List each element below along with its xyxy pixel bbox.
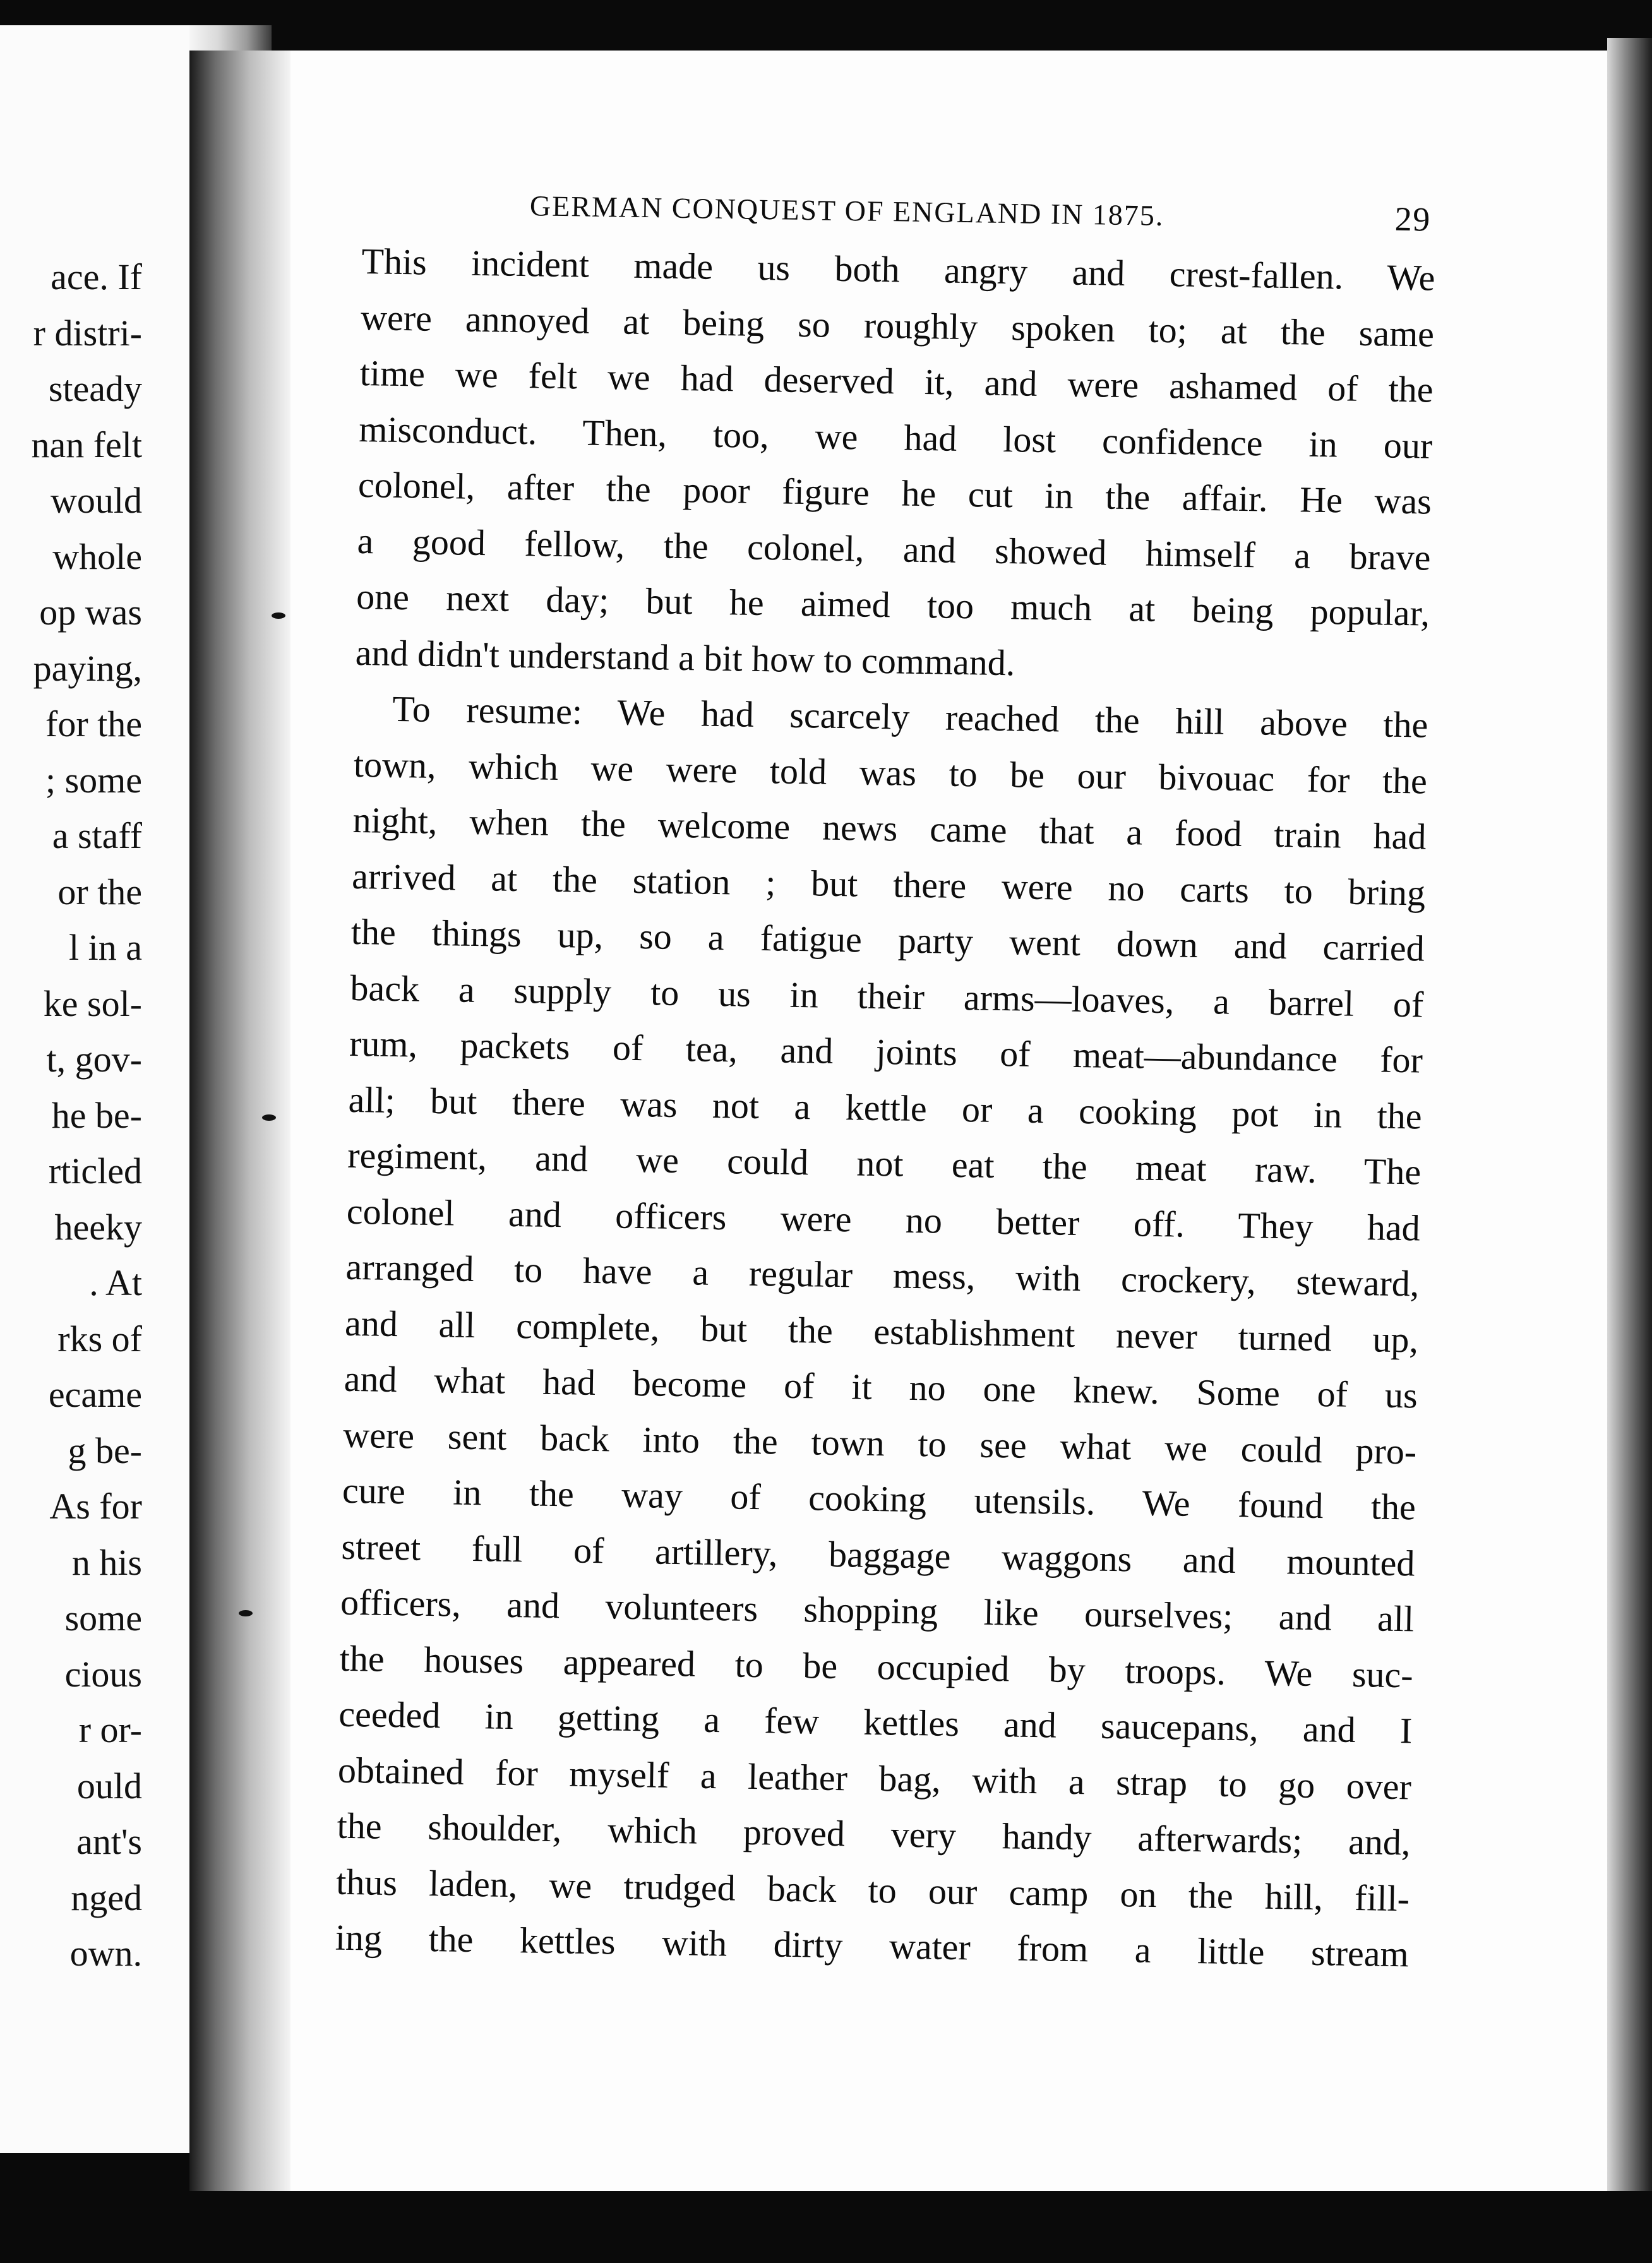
text-line: the shoulder, which proved very handy afterwards; and, — [337, 1805, 1411, 1863]
left-page-line: nan felt — [31, 424, 142, 465]
text-line: rum, packets of tea, and joints of meat—abundance for — [349, 1022, 1423, 1081]
text-line: arranged to have a regular mess, with crockery, steward, — [345, 1246, 1420, 1305]
text-line: the houses appeared to be occupied by troops. We suc- — [339, 1637, 1414, 1695]
text-line: town, which we were told was to be our bivouac for the — [353, 743, 1428, 802]
binding-stitch-mark — [239, 1610, 253, 1616]
text-line: cure in the way of cooking utensils. We found the — [342, 1469, 1416, 1528]
text-line: regiment, and we could not eat the meat raw. The — [347, 1134, 1422, 1193]
text-line: street full of artillery, baggage waggons and mounted — [341, 1526, 1415, 1584]
left-page-line: g be- — [68, 1430, 142, 1471]
text-line: were annoyed at being so roughly spoken to; at the same — [360, 296, 1435, 355]
body-text — [335, 234, 1435, 1983]
binding-stitch-mark — [272, 612, 285, 619]
left-page-line: ecame — [48, 1374, 142, 1415]
text-line: and what had become of it no one knew. Some of us — [344, 1358, 1418, 1416]
left-page-line: ould — [76, 1765, 142, 1806]
left-page-line: ace. If — [51, 256, 142, 297]
text-line: all; but there was not a kettle or a cooking pot in the — [348, 1078, 1423, 1137]
left-page-line: ; some — [45, 759, 142, 801]
left-page-line: heeky — [54, 1206, 142, 1248]
left-page-line: steady — [48, 368, 142, 409]
paragraph — [335, 681, 1428, 1983]
page-text-block — [335, 164, 1437, 1983]
left-page-line: l in a — [69, 927, 142, 968]
left-page-line: paying, — [33, 647, 142, 689]
left-page-line: op was — [39, 592, 142, 633]
left-page-line: some — [64, 1597, 142, 1639]
left-page-text — [0, 249, 142, 1982]
text-line: and all complete, but the establishment never turned up, — [344, 1302, 1419, 1360]
running-head-title: GERMAN CONQUEST OF ENGLAND IN 1875. — [529, 189, 1164, 232]
left-page-line: nged — [71, 1877, 142, 1918]
text-line: arrived at the station ; but there were no carts to bring — [351, 855, 1426, 914]
left-page-line: he be- — [51, 1094, 142, 1136]
left-page-line: rticled — [48, 1150, 142, 1191]
left-page-line: r distri- — [33, 312, 142, 354]
text-line: thus laden, we trudged back to our camp on the hill, fill- — [335, 1861, 1410, 1919]
scan-bottom-border — [0, 2191, 1652, 2263]
left-page-line: or the — [57, 871, 142, 912]
text-line: obtained for myself a leather bag, with a strap to go over — [337, 1749, 1412, 1807]
left-page-line: own. — [69, 1933, 142, 1974]
left-page-line: ant's — [76, 1821, 142, 1862]
binding-stitch-mark — [262, 1114, 276, 1121]
text-line: back a supply to us in their arms—loaves, a barrel of — [350, 967, 1424, 1025]
binding-gutter-shadow — [189, 51, 290, 2197]
left-page-line: whole — [52, 535, 142, 577]
text-line: ceeded in getting a few kettles and saucepans, and I — [338, 1693, 1413, 1752]
left-page-line: r or- — [78, 1709, 142, 1750]
text-line: one next day; but he aimed too much at being popular, — [356, 575, 1430, 634]
text-line: This incident made us both angry and crest-fallen. We — [361, 240, 1435, 299]
text-line: colonel and officers were no better off. They had — [346, 1190, 1421, 1248]
text-line: To resume: We had scarcely reached the hill above the — [392, 688, 1428, 746]
left-page-line: would — [51, 480, 142, 521]
text-line: night, when the welcome news came that a food train had — [352, 799, 1427, 857]
text-line: were sent back into the town to see what we could pro- — [342, 1414, 1417, 1472]
left-page-line: As for — [49, 1486, 142, 1527]
left-page-line: rks of — [57, 1318, 142, 1359]
left-page-line: . At — [89, 1262, 142, 1303]
paragraph — [355, 234, 1435, 698]
text-line: colonel, after the poor figure he cut in the affair. He was — [357, 463, 1432, 522]
text-line: and didn't understand a bit how to command. — [355, 631, 1015, 683]
left-page-line: a staff — [52, 815, 142, 856]
left-page-line: for the — [45, 703, 142, 744]
left-page-line: ke sol- — [43, 982, 142, 1024]
text-line: misconduct. Then, too, we had lost confidence in our — [358, 408, 1433, 467]
text-line: ing the kettles with dirty water from a little stream — [335, 1916, 1410, 1975]
left-page-line: n his — [71, 1541, 142, 1583]
text-line: time we felt we had deserved it, and were ashamed of the — [359, 352, 1434, 410]
page-edge-shadow — [1607, 38, 1652, 2210]
page-number: 29 — [1394, 200, 1432, 239]
text-line: the things up, so a fatigue party went down and carried — [350, 911, 1425, 969]
left-page-line: t, gov- — [46, 1039, 142, 1080]
left-page-line: cious — [64, 1653, 142, 1695]
text-line: a good fellow, the colonel, and showed himself a brave — [357, 520, 1431, 578]
text-line: officers, and volunteers shopping like ourselves; and all — [340, 1581, 1415, 1640]
